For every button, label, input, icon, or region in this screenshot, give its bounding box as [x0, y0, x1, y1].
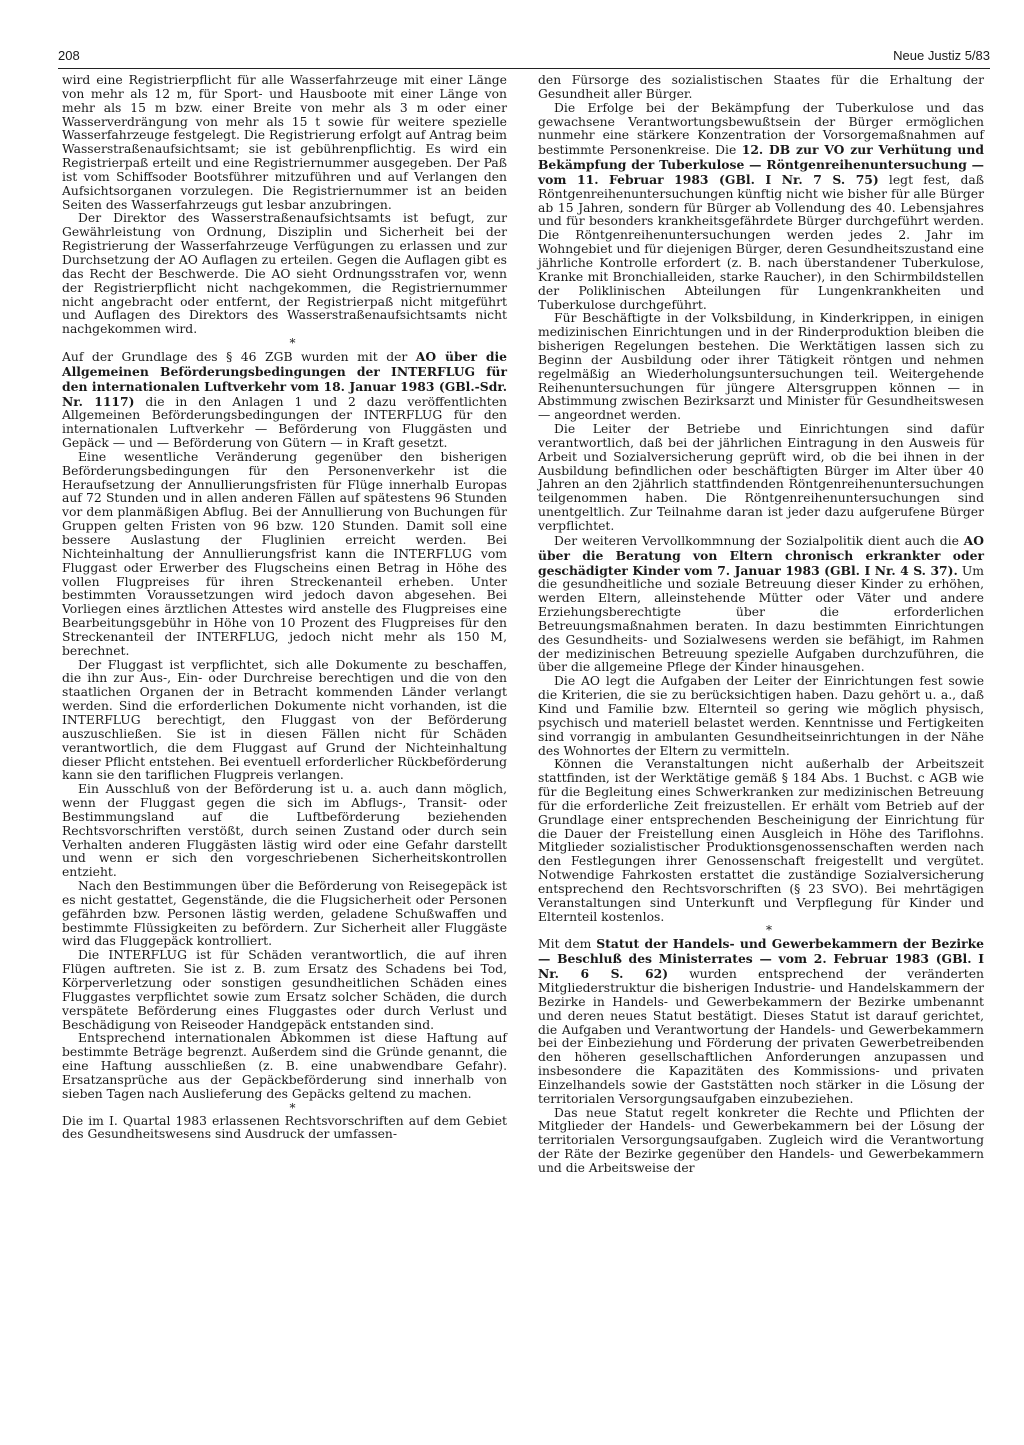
paragraph: Nach den Bestimmungen über die Beförderung von Reisegepäck ist es nicht gestattet, Gegenstände, die die Flugsicherheit oder Personen gefährden bzw. Personen lästig werden, geladene Schußwaffen und bestimmte Flüssigkeiten zu befördern. Zur Sicherheit aller Fluggäste wird das Fluggepäck kontrolliert. [62, 879, 507, 949]
paragraph: Der Fluggast ist verpflichtet, sich alle Dokumente zu beschaffen, die ihn zur Aus-, Ein- oder Durchreise berechtigen und die von den staatlichen Organen der in Betracht kommenden Länder verlangt werden. Sind die erforderlichen Dokumente nicht vorhanden, ist die INTERFLUG berechtigt, den Fluggast von der Beförderung auszuschließen. Sie ist in diesen Fällen nicht für Schäden verantwortlich, die dem Fluggast auf Grund der Nichteinhaltung dieser Pflicht entstehen. Bei eventuell erforderlicher Rückbeförderung kann sie den tariflichen Flugpreis verlangen. [62, 657, 507, 783]
paragraph [538, 937, 984, 1106]
paragraph-text: Der weiteren Vervollkommnung der Sozialpolitik dient auch die [554, 533, 964, 548]
paragraph [538, 534, 984, 675]
paragraph: Die Leiter der Betriebe und Einrichtungen sind dafür verantwortlich, daß bei der jährlichen Eintragung in den Ausweis für Arbeit und Sozialversicherung geprüft wird, ob die bei ihnen in der Ausbildung befindlichen oder beschäftigten Bürger im Alter über 40 Jahren an den 2jährlich stattfindenden Röntgenreihenuntersuchungen teilgenommen haben. Die Röntgenreihenuntersuchungen sind unentgeltlich. Zur Teilnahme daran ist jeder dazu aufgerufene Bürger verpflichtet. [538, 422, 984, 533]
paragraph-text: Mit dem [538, 937, 597, 952]
page-header [58, 46, 990, 69]
paragraph: Für Beschäftigte in der Volksbildung, in Kinderkrippen, in einigen medizinischen Einrichtungen und in der Rinderproduktion bleiben die bisherigen Regelungen bestehen. Die Werktätigen lassen sich zu Beginn der Ausbildung oder ihrer Tätigkeit röntgen und nehmen regelmäßig an Wiederholungsuntersuchungen teil. Weitergehende Reihenuntersuchungen für jüngere Altersgruppen können — in Abstimmung zwischen Bezirksarzt und Minister für Gesundheitswesen — angeordnet werden. [538, 311, 984, 423]
page-number: 208 [58, 48, 80, 63]
section-separator: * [289, 1100, 296, 1115]
paragraph-text: Auf der Grundlage des § 46 ZGB wurden mit der [62, 350, 416, 365]
paragraph-text: die in den Anlagen 1 und 2 dazu veröffentlichten Allgemeinen Beförderungsbedingungen der INTERFLUG für den internationalen Luftverkehr — Beförderung von Fluggästen und Gepäck — und — Beförderung von Gütern — in Kraft gesetzt. [62, 394, 507, 451]
right-column [538, 74, 984, 1176]
paragraph: Der Direktor des Wasserstraßenaufsichtsamts ist befugt, zur Gewährleistung von Ordnung, Disziplin und Sicherheit bei der Registrierung der Wasserfahrzeuge Verfügungen zu erlassen und zur Durchsetzung der AO Auflagen zu erteilen. Gegen die Auflagen gibt es das Recht der Beschwerde. Die AO sieht Ordnungsstrafen vor, wenn der Registrierpflicht nicht nachgekommen, die Registriernummer nicht angebracht oder entfernt, der Registrierpaß nicht mitgeführt und Auflagen des Direktors des Wasserstraßenaufsichtsamts nicht nachgekommen wird. [62, 211, 507, 337]
section-separator: * [289, 336, 296, 351]
paragraph: Entsprechend internationalen Abkommen ist diese Haftung auf bestimmte Beträge begrenzt. Außerdem sind die Gründe genannt, die eine Haftung ausschließen (z. B. eine unabwendbare Gefahr). Ersatzansprüche aus der Gepäckbeförderung sind innerhalb von sieben Tagen nach Auslieferung des Gepäcks geltend zu machen. [62, 1031, 507, 1101]
paragraph: Die INTERFLUG ist für Schäden verantwortlich, die auf ihren Flügen auftreten. Sie ist z. B. zum Ersatz des Schadens bei Tod, Körperverletzung oder sonstigen gesundheitlichen Schäden eines Fluggastes verpflichtet sowie zum Ersatz solcher Schäden, die durch verspätete Beförderung eines Fluggastes oder durch Verlust und Beschädigung von Reiseoder Handgepäck entstanden sind. [62, 948, 507, 1032]
paragraph-text: Um die gesundheitliche und soziale Betreuung dieser Kinder zu erhöhen, werden Eltern, alleinstehende Mütter oder Väter und andere Erziehungsberechtigte über die erforderlichen Betreuungsmaßnahmen beraten. In dazu bestimmten Einrichtungen des Gesundheits- und Sozialwesens werden sie befähigt, im Rahmen der medizinischen Betreuung spezielle Aufgaben durchzuführen, die über die allgemeine Pflege der Kinder hinausgehen. [538, 563, 984, 675]
paragraph: Das neue Statut regelt konkreter die Rechte und Pflichten der Mitglieder der Handels- und Gewerbekammern bei der Lösung der territorialen Versorgungsaufgaben. Zugleich wird die Verantwortung der Räte der Bezirke gegenüber den Handels- und Gewerbekammern und die Arbeitsweise der [538, 1105, 984, 1175]
regulation-title: Statut der Handels- und Gewerbekammern der Bezirke — Beschluß des Ministerrates — vom 2. Februar 1983 (GBl. I Nr. 6 S. 62) [538, 936, 984, 982]
regulation-title: 12. DB zur VO zur Verhütung und Bekämpfung der Tuberkulose — Röntgenreihenuntersuchung — vom 11. Februar 1983 (GBl. I Nr. 7 S. 75) [538, 142, 984, 187]
paragraph: Die im I. Quartal 1983 erlassenen Rechtsvorschriften auf dem Gebiet des Gesundheitswesens sind Ausdruck der umfassen- [62, 1113, 507, 1142]
regulation-title: AO über die Beratung von Eltern chronisch erkrankter oder geschädigter Kinder vom 7. Januar 1983 (GBl. I Nr. 4 S. 37). [538, 532, 984, 578]
paragraph-text: legt fest, daß Röntgenreihenuntersuchungen künftig nicht wie bisher für alle Bürger ab 15 Jahren, sondern für Bürger ab Vollendung des 40. Lebensjahres und für besonders krankheitsgefährdete Bürger durchgeführt werden. Die Röntgenreihenuntersuchungen werden jedes 2. Jahr im Wohngebiet und für diejenigen Bürger, deren Gesundheitszustand eine jährliche Kontrolle erfordert (z. B. nach überstandener Tuberkulose, Kranke mit Bronchialleiden, starke Raucher), in den Schirmbildstellen der Poliklinischen Abteilungen für Lungenkrankheiten und Tuberkulose durchgeführt. [538, 172, 984, 312]
section-separator: * [766, 923, 772, 938]
paragraph: Die AO legt die Aufgaben der Leiter der Einrichtungen fest sowie die Kriterien, die sie zu berücksichtigen haben. Dazu gehört u. a., daß Kind und Familie bzw. Elternteil so gering wie möglich physisch, psychisch und materiell belastet werden. Kenntnisse und Fertigkeiten sind vorrangig in ambulanten Gesundheitseinrichtungen in der Nähe des Wohnortes der Eltern zu vermitteln. [538, 674, 984, 758]
regulation-title: AO über die Allgemeinen Beförderungsbedingungen der INTERFLUG für den internationalen Luftverkehr vom 18. Januar 1983 (GBl.-Sdr. Nr. 1117) [62, 349, 508, 409]
paragraph-text: Die Erfolge bei der Bekämpfung der Tuberkulose und das gewachsene Verantwortungsbewußtsein der Bürger ermöglichen nunmehr eine stärkere Konzentration der Vorsorgemaßnahmen auf bestimmte Personenkreise. Die [538, 100, 984, 158]
paragraph: den Fürsorge des sozialistischen Staates für die Erhaltung der Gesundheit aller Bürger. [538, 73, 984, 101]
paragraph: Ein Ausschluß von der Beförderung ist u. a. auch dann möglich, wenn der Fluggast gegen die sich im Abflugs-, Transit- oder Bestimmungsland auf die Luftbeförderung beziehenden Rechtsvorschriften verstößt, durch seinen Zustand oder durch sein Verhalten anderen Fluggästen lästig wird oder eine Gefahr darstellt und wenn er sich den vorgeschriebenen Sicherheitskontrollen entzieht. [62, 782, 507, 880]
paragraph: Eine wesentliche Veränderung gegenüber den bisherigen Beförderungsbedingungen für den Personenverkehr ist die Heraufsetzung der Annullierungsfristen für Flüge innerhalb Europas auf 72 Stunden und in allen anderen Fällen auf spätestens 96 Stunden vor dem planmäßigen Abflug. Bei der Annullierung von Buchungen für Gruppen gelten Fristen von 96 bzw. 120 Stunden. Damit soll eine bessere Auslastung der Fluglinien erreicht werden. Bei Nichteinhaltung der Annullierungsfrist kann die INTERFLUG vom Fluggast oder Erwerber des Flugscheins einen Betrag in Höhe des vollen Flugpreises für ihren Streckenanteil erheben. Unter bestimmten Voraussetzungen wird jedoch davon abgesehen. Bei Vorliegen eines ärztlichen Attestes wird anstelle des Flugpreises eine Bearbeitungsgebühr in Höhe von 10 Prozent des Flugpreises für den Streckenanteil der INTERFLUG, jedoch nicht mehr als 150 M, berechnet. [62, 449, 507, 658]
paragraph [62, 350, 507, 451]
paragraph: wird eine Registrierpflicht für alle Wasserfahrzeuge mit einer Länge von mehr als 12 m, für Sport- und Hausboote mit einer Länge von mehr als 15 m bzw. einer Breite von mehr als 3 m oder einer Wasserverdrängung von mehr als 15 t sowie für weitere spezielle Wasserfahrzeuge festgelegt. Die Registrierung erfolgt auf Antrag beim Wasserstraßenaufsichtsamt; sie ist gebührenpflichtig. Es wird ein Registrierpaß erteilt und eine Registriernummer ausgegeben. Der Paß ist vom Schiffsoder Bootsführer mitzuführen und auf Verlangen den Aufsichtsorganen vorzulegen. Die Registriernummer ist an beiden Seiten des Wasserfahrzeugs gut lesbar anzubringen. [62, 73, 507, 212]
paragraph-text: wurden entsprechend der veränderten Mitgliederstruktur die bisherigen Industrie- und Handelskammern der Bezirke in Handels- und Gewerbekammern der Bezirke umbenannt und deren neues Statut bestätigt. Dieses Statut ist darauf gerichtet, die Aufgaben und Verantwortung der Handels- und Gewerbekammern bei der Einbeziehung und Förderung der privaten Gewerbetreibenden den höheren gesellschaftlichen Anforderungen anzupassen und insbesondere die Kapazitäten des Kommissions- und privaten Einzelhandels sowie der Gaststätten noch stärker in die Lösung der territorialen Versorgungsaufgaben einzubeziehen. [538, 967, 984, 1106]
left-column [62, 74, 507, 1142]
journal-title: Neue Justiz 5/83 [893, 48, 990, 63]
paragraph [538, 102, 984, 313]
paragraph: Können die Veranstaltungen nicht außerhalb der Arbeitszeit stattfinden, ist der Werktätige gemäß § 184 Abs. 1 Buchst. c AGB wie für die Begleitung eines Schwerkranken zur medizinischen Betreuung für die erforderliche Zeit freizustellen. Er erhält vom Betrieb auf der Grundlage einer entsprechenden Bescheinigung der Einrichtung für die Dauer der Freistellung einen Ausgleich in Höhe des Tariflohns. Mitglieder sozialistischer Produktionsgenossenschaften werden nach den Festlegungen ihrer Genossenschaft freigestellt und vergütet. Notwendige Fahrkosten erstattet die zuständige Sozialversicherung entsprechend den Rechtsvorschriften (§ 23 SVO). Bei mehrtägigen Veranstaltungen sind Unterkunft und Verpflegung für Kinder und Elternteil kostenlos. [538, 757, 984, 924]
